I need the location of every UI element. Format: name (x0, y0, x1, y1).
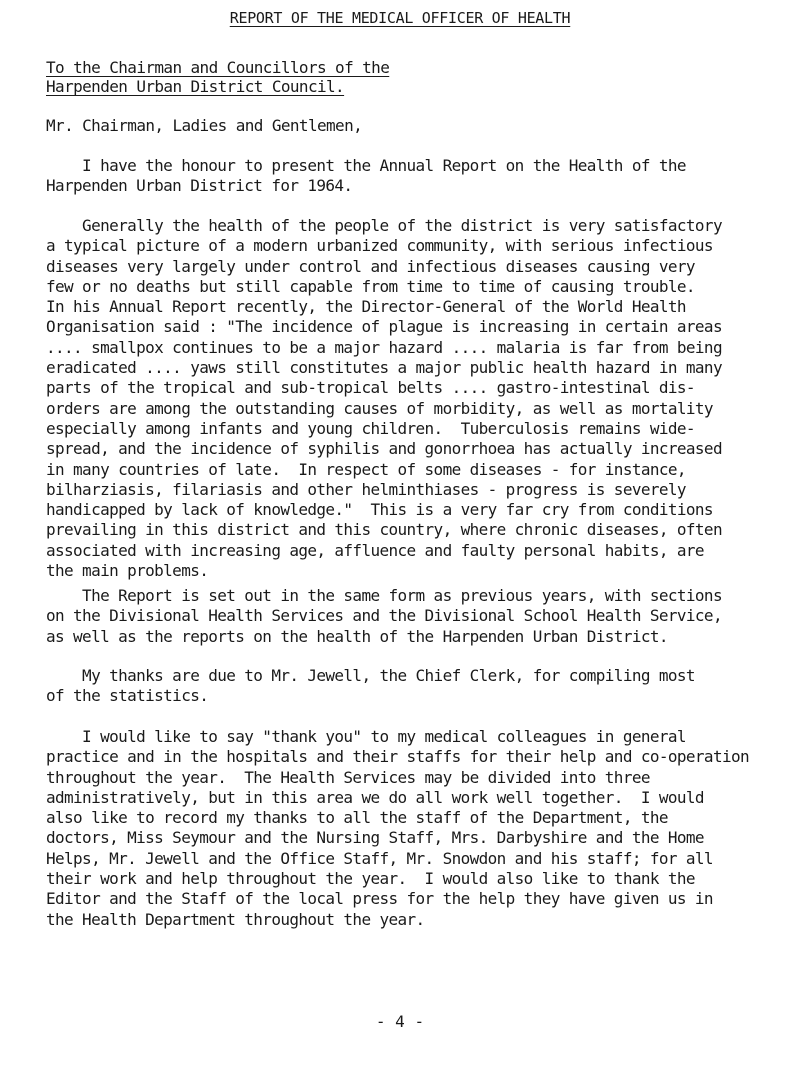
paragraph-general-health (46, 216, 786, 581)
addressee-block (46, 58, 389, 96)
paragraph-line: Organisation said : "The incidence of plague is increasing in certain areas (46, 317, 722, 337)
paragraph-line: diseases very largely under control and infectious diseases causing very (46, 256, 695, 276)
paragraph-line: on the Divisional Health Services and the Divisional School Health Service, (46, 606, 722, 626)
paragraph-line: In his Annual Report recently, the Director-General of the World Health (46, 297, 686, 317)
addressee-line-2: Harpenden Urban District Council. (46, 77, 345, 96)
paragraph-line: the main problems. (46, 561, 209, 581)
paragraph-line: administratively, but in this area we do all work well together. I would (46, 787, 704, 807)
paragraph-line: I have the honour to present the Annual Report on the Health of the (46, 156, 686, 175)
paragraph-line: throughout the year. The Health Services may be divided into three (46, 767, 650, 787)
paragraph-line: the Health Department throughout the year. (46, 909, 425, 929)
paragraph-line: as well as the reports on the health of the Harpenden Urban District. (46, 626, 668, 646)
paragraph-line: I would like to say "thank you" to my medical colleagues in general (46, 727, 686, 746)
paragraph-line: practice and in the hospitals and their staffs for their help and co-operation (46, 747, 749, 767)
paragraph-introduction (46, 156, 786, 197)
addressee-line-1: To the Chairman and Councillors of the (46, 58, 390, 77)
paragraph-report-form (46, 586, 786, 647)
paragraph-line: associated with increasing age, affluence and faulty personal habits, are (46, 540, 704, 560)
paragraph-line: handicapped by lack of knowledge." This is a very far cry from conditions (46, 500, 713, 520)
paragraph-line: Editor and the Staff of the local press for the help they have given us in (46, 889, 713, 909)
paragraph-line: especially among infants and young children. Tuberculosis remains wide- (46, 418, 695, 438)
paragraph-line: bilharziasis, filariasis and other helminthiases - progress is severely (46, 479, 686, 499)
paragraph-line: Helps, Mr. Jewell and the Office Staff, Mr. Snowdon and his staff; for all (46, 848, 713, 868)
paragraph-line: orders are among the outstanding causes of morbidity, as well as mortality (46, 398, 713, 418)
paragraph-line: in many countries of late. In respect of some diseases - for instance, (46, 459, 686, 479)
paragraph-line: spread, and the incidence of syphilis and gonorrhoea has actually increased (46, 439, 722, 459)
page-number: - 4 - (375, 1012, 425, 1031)
paragraph-line: Generally the health of the people of the district is very satisfactory (46, 216, 722, 235)
paragraph-line: doctors, Miss Seymour and the Nursing Staff, Mrs. Darbyshire and the Home (46, 828, 704, 848)
paragraph-line: few or no deaths but still capable from time to time of causing trouble. (46, 276, 695, 296)
page-title: REPORT OF THE MEDICAL OFFICER OF HEALTH (229, 9, 571, 27)
paragraph-line: parts of the tropical and sub-tropical belts .... gastro-intestinal dis- (46, 378, 695, 398)
paragraph-line: also like to record my thanks to all the staff of the Department, the (46, 808, 668, 828)
paragraph-line: My thanks are due to Mr. Jewell, the Chief Clerk, for compiling most (46, 666, 695, 685)
paragraph-thanks-colleagues (46, 727, 786, 930)
paragraph-line: The Report is set out in the same form as previous years, with sections (46, 586, 722, 605)
paragraph-line: prevailing in this district and this country, where chronic diseases, often (46, 520, 722, 540)
paragraph-line: of the statistics. (46, 686, 209, 706)
paragraph-line: eradicated .... yaws still constitutes a major public health hazard in many (46, 358, 722, 378)
salutation: Mr. Chairman, Ladies and Gentlemen, (46, 116, 363, 135)
paragraph-line: a typical picture of a modern urbanized community, with serious infectious (46, 236, 713, 256)
paragraph-line: .... smallpox continues to be a major hazard .... malaria is far from being (46, 337, 722, 357)
paragraph-line: Harpenden Urban District for 1964. (46, 176, 353, 196)
paragraph-thanks-clerk (46, 666, 786, 707)
paragraph-line: their work and help throughout the year. I would also like to thank the (46, 869, 695, 889)
